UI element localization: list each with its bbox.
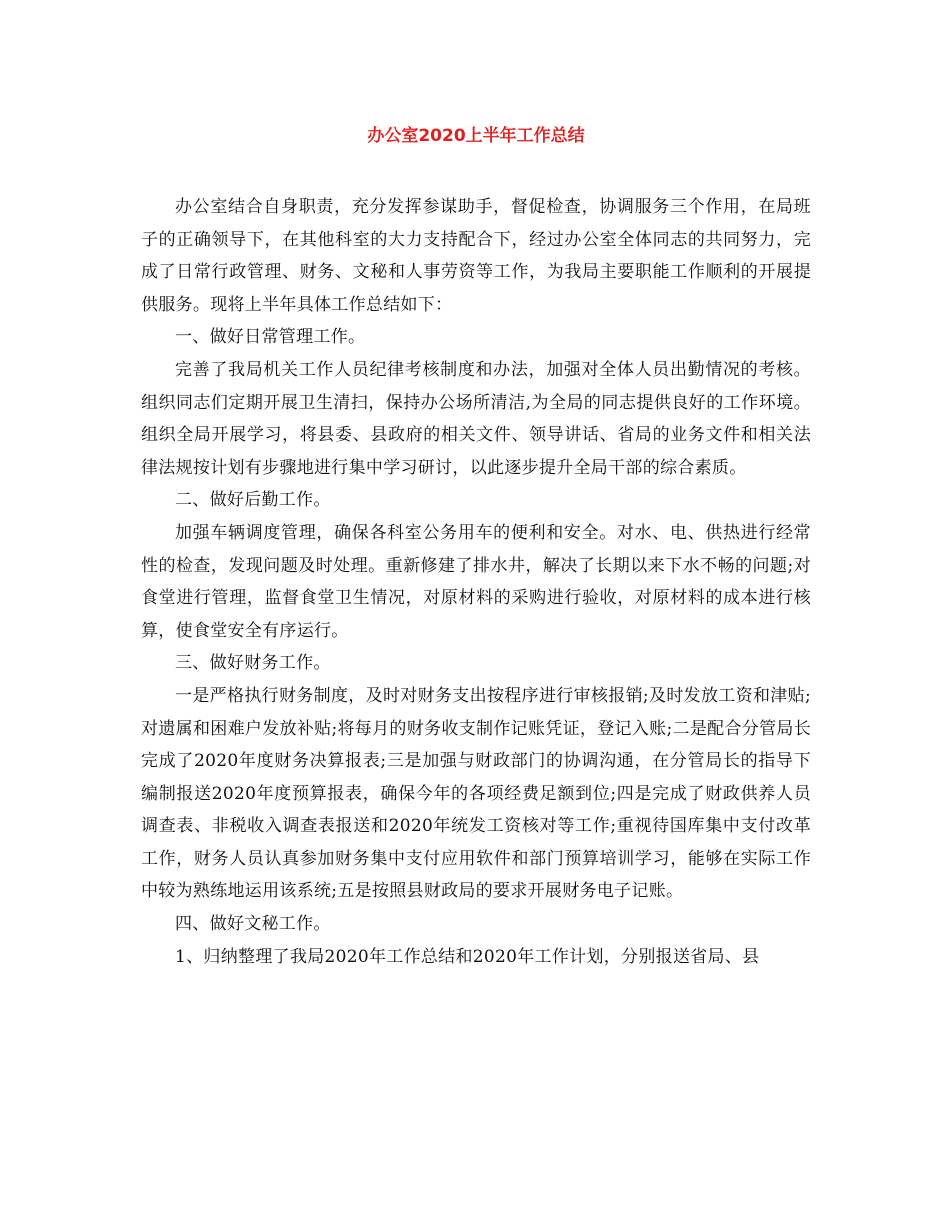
- daily-management-paragraph: 完善了我局机关工作人员纪律考核制度和办法，加强对全体人员出勤情况的考核。组织同志们定期开展卫生清扫，保持办公场所清洁,为全局的同志提供良好的工作环境。组织全局开展学习，将县委、县政府的相关文件、领导讲话、省局的业务文件和相关法律法规按计划有步骤地进行集中学习研讨，以此逐步提升全局干部的综合素质。: [141, 359, 811, 478]
- section-heading-daily-management: 一、做好日常管理工作。: [175, 327, 366, 348]
- section-heading-secretarial: 四、做好文秘工作。: [175, 914, 331, 935]
- section-heading-finance: 三、做好财务工作。: [175, 653, 331, 674]
- document-title: 办公室2020上半年工作总结: [367, 126, 585, 146]
- document-body: [141, 191, 811, 973]
- secretarial-paragraph: 1、归纳整理了我局2020年工作总结和2020年工作计划，分别报送省局、县: [175, 946, 760, 967]
- finance-paragraph: 一是严格执行财务制度，及时对财务支出按程序进行审核报销;及时发放工资和津贴;对遗属和困难户发放补贴;将每月的财务收支制作记账凭证，登记入账;二是配合分管局长完成了2020年度财务决算报表;三是加强与财政部门的协调沟通，在分管局长的指导下编制报送2020年度预算报表，确保今年的各项经费足额到位;四是完成了财政供养人员调查表、非税收入调查表报送和2020年统发工资核对等工作;重视待国库集中支付改革工作，财务人员认真参加财务集中支付应用软件和部门预算培训学习，能够在实际工作中较为熟练地运用该系统;五是按照县财政局的要求开展财务电子记账。: [141, 685, 811, 902]
- intro-paragraph: 办公室结合自身职责，充分发挥参谋助手，督促检查，协调服务三个作用，在局班子的正确领导下，在其他科室的大力支持配合下，经过办公室全体同志的共同努力，完成了日常行政管理、财务、文秘和人事劳资等工作，为我局主要职能工作顺利的开展提供服务。现将上半年具体工作总结如下：: [141, 197, 811, 315]
- logistics-paragraph: 加强车辆调度管理，确保各科室公务用车的便利和安全。对水、电、供热进行经常性的检查，发现问题及时处理。重新修建了排水井，解决了长期以来下水不畅的问题;对食堂进行管理，监督食堂卫生情况，对原材料的采购进行验收，对原材料的成本进行核算，使食堂安全有序运行。: [141, 522, 811, 641]
- section-heading-logistics: 二、做好后勤工作。: [175, 490, 331, 511]
